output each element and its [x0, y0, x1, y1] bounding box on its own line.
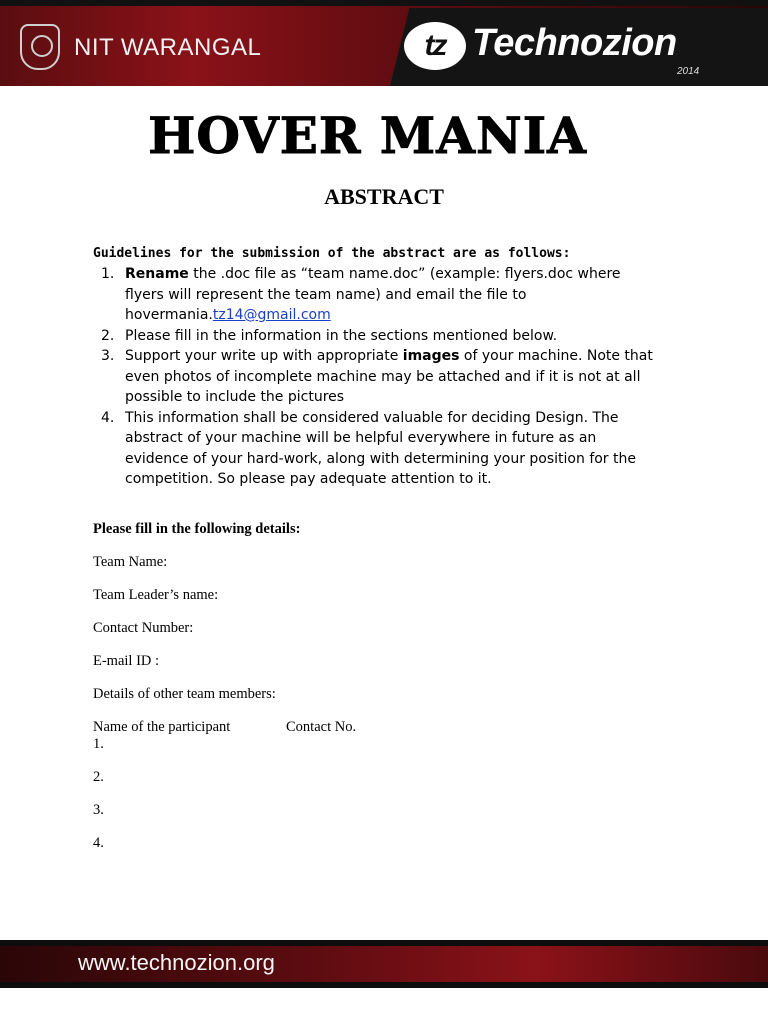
technozion-name: Technozion: [472, 22, 677, 64]
team-name-field: Team Name:: [93, 554, 168, 570]
technozion-year: 2014: [677, 66, 700, 77]
other-members-heading: Details of other team members:: [93, 686, 276, 702]
guidelines-list: [93, 264, 653, 490]
member-row: 1.: [93, 736, 104, 752]
institute-name: NIT WARANGAL: [74, 34, 262, 61]
contact-column-header: Contact No.: [286, 719, 357, 735]
guideline-number: 4.: [101, 409, 115, 426]
email-link[interactable]: tz14@gmail.com: [212, 307, 331, 323]
guideline-text: This information shall be considered valuable for deciding Design. The abstract of your machine will be helpful everywhere in future as an evidence of your hard-work, along with determining your position for the competition. So please pay adequate attention to it.: [125, 409, 636, 487]
member-row: 2.: [93, 769, 104, 785]
guideline-item: [93, 264, 653, 326]
nit-emblem-icon: [20, 24, 60, 70]
member-row: 4.: [93, 835, 104, 851]
contact-number-field: Contact Number:: [93, 620, 194, 636]
guideline-text: the .doc file as “team name.doc” (example: flyers.doc where flyers will represent the team name) and email the file to hovermania.: [125, 266, 621, 323]
form-heading: Please fill in the following details:: [93, 521, 301, 537]
footer-banner: [0, 940, 768, 988]
guideline-text: Support your write up with appropriate: [125, 348, 403, 364]
guideline-number: 3.: [101, 348, 115, 364]
guidelines-heading: Guidelines for the submission of the abstract are as follows:: [93, 246, 571, 261]
guideline-text: of your machine. Note that even photos of incomplete machine may be attached and if it is not at all possible to include the pictures: [125, 348, 653, 405]
guideline-number: 2.: [101, 327, 115, 344]
participant-column-header: Name of the participant: [93, 719, 231, 735]
email-id-field: E-mail ID :: [93, 653, 160, 669]
guideline-number: 1.: [101, 266, 115, 282]
guideline-text: Please fill in the information in the sections mentioned below.: [125, 327, 558, 344]
event-title: HOVER MANIA: [148, 106, 587, 165]
leader-name-field: Team Leader’s name:: [93, 587, 219, 603]
member-row: 3.: [93, 802, 104, 818]
technozion-logo-mark: tz: [404, 22, 466, 70]
guideline-bold: Rename: [125, 266, 189, 282]
guideline-item: [93, 346, 653, 408]
guideline-bold: images: [402, 348, 460, 364]
footer-website-link[interactable]: www.technozion.org: [78, 950, 275, 975]
document-subtitle: ABSTRACT: [324, 184, 444, 209]
guideline-item: [93, 326, 653, 347]
header-banner: [0, 0, 768, 86]
guideline-item: [93, 408, 653, 490]
